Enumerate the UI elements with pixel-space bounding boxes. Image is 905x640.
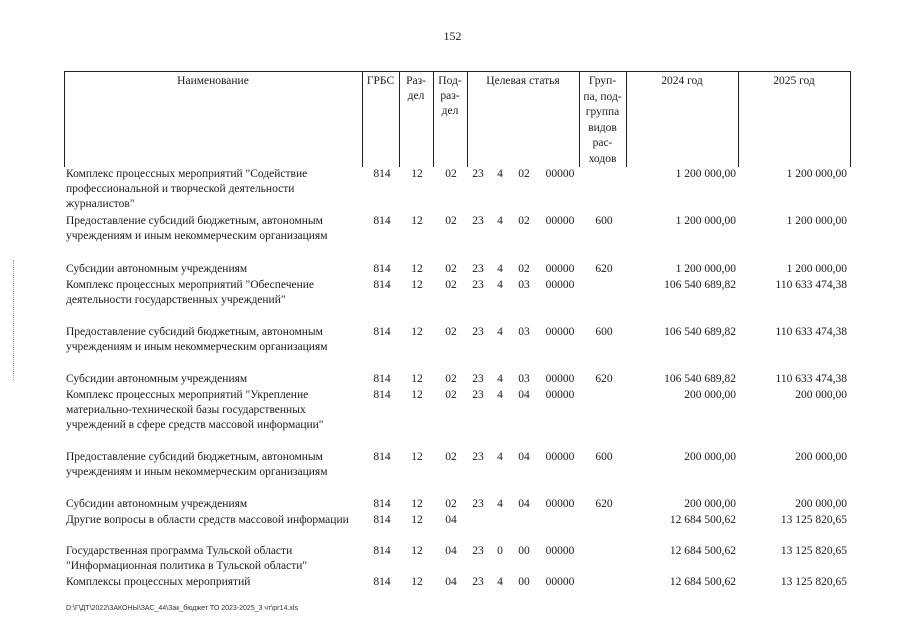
header-razdel: Раз- дел (406, 75, 426, 102)
cell-target-1: 23 (472, 498, 484, 510)
cell-name: Субсидии автономным учреждениям (66, 263, 248, 275)
page-number: 152 (443, 29, 462, 43)
cell-grbs: 814 (373, 326, 391, 338)
cell-podrazdel: 02 (445, 263, 457, 275)
cell-group: 600 (595, 451, 613, 463)
cell-name: Субсидии автономным учреждениям (66, 498, 248, 510)
margin-scan-marks (13, 260, 14, 380)
cell-target-2: 4 (497, 498, 503, 510)
cell-target-1: 23 (472, 451, 484, 463)
cell-podrazdel: 04 (445, 545, 457, 557)
cell-2025: 1 200 000,00 (786, 168, 847, 180)
cell-target-4: 00000 (545, 326, 575, 338)
cell-target-1: 23 (472, 545, 484, 557)
cell-2024: 106 540 689,82 (664, 373, 736, 385)
cell-target-4: 00000 (545, 545, 575, 557)
cell-target-3: 03 (518, 326, 530, 338)
cell-2024: 1 200 000,00 (675, 263, 736, 275)
cell-target-3: 03 (518, 279, 530, 291)
cell-grbs: 814 (373, 498, 391, 510)
cell-target-1: 23 (472, 215, 484, 227)
table-header (64, 71, 851, 167)
cell-2024: 1 200 000,00 (675, 215, 736, 227)
cell-grbs: 814 (373, 263, 391, 275)
header-top-border (64, 71, 851, 72)
cell-target-3: 00 (518, 576, 530, 588)
cell-2024: 12 684 500,62 (669, 576, 736, 588)
cell-2025: 200 000,00 (795, 451, 847, 463)
cell-grbs: 814 (373, 545, 391, 557)
cell-target-4: 00000 (545, 451, 575, 463)
cell-name: Комплекс процессных мероприятий "Укрепление материально-технической базы государственных учреждений в сфере средств массовой информации" (66, 389, 324, 431)
cell-razdel: 12 (411, 545, 423, 557)
cell-target-2: 4 (497, 168, 503, 180)
cell-2025: 200 000,00 (795, 498, 847, 510)
cell-2025: 110 633 474,38 (775, 373, 847, 385)
cell-grbs: 814 (373, 514, 391, 526)
cell-target-1: 23 (472, 389, 484, 401)
cell-target-4: 00000 (545, 215, 575, 227)
cell-grbs: 814 (373, 279, 391, 291)
cell-target-3: 02 (518, 215, 530, 227)
cell-group: 620 (595, 498, 613, 510)
cell-group: 620 (595, 373, 613, 385)
cell-target-2: 4 (497, 389, 503, 401)
cell-2024: 106 540 689,82 (664, 326, 736, 338)
cell-razdel: 12 (411, 498, 423, 510)
cell-name: Государственная программа Тульской области "Информационная политика в Тульской области" (66, 545, 308, 572)
cell-target-2: 4 (497, 215, 503, 227)
cell-2024: 106 540 689,82 (664, 279, 736, 291)
cell-target-4: 00000 (545, 389, 575, 401)
cell-group: 600 (595, 215, 613, 227)
cell-podrazdel: 04 (445, 514, 457, 526)
cell-group: 600 (595, 326, 613, 338)
header-2024: 2024 год (661, 75, 703, 87)
cell-podrazdel: 04 (445, 576, 457, 588)
cell-razdel: 12 (411, 215, 423, 227)
file-path-footer: D:\Г\ДТ\2022\ЗАКОНЫ\ЗАС_44\Зак_бюджет ТО 2023-2025_3 чт\рг14.xls (66, 605, 298, 612)
cell-target-1: 23 (472, 576, 484, 588)
cell-name: Другие вопросы в области средств массовой информации (66, 514, 349, 526)
cell-target-3: 03 (518, 373, 530, 385)
cell-razdel: 12 (411, 263, 423, 275)
cell-target-3: 04 (518, 451, 530, 463)
cell-target-4: 00000 (545, 263, 575, 275)
cell-razdel: 12 (411, 373, 423, 385)
cell-target-4: 00000 (545, 168, 575, 180)
header-grbs: ГРБС (366, 75, 395, 87)
cell-2024: 200 000,00 (684, 498, 736, 510)
cell-name: Комплексы процессных мероприятий (66, 576, 251, 588)
header-name: Наименование (177, 75, 249, 87)
cell-2025: 1 200 000,00 (786, 263, 847, 275)
cell-podrazdel: 02 (445, 389, 457, 401)
cell-podrazdel: 02 (445, 279, 457, 291)
cell-target-4: 00000 (545, 498, 575, 510)
cell-2025: 1 200 000,00 (786, 215, 847, 227)
cell-target-2: 4 (497, 326, 503, 338)
cell-2024: 200 000,00 (684, 451, 736, 463)
header-podrazdel: Под- раз- дел (438, 75, 462, 117)
cell-2025: 200 000,00 (795, 389, 847, 401)
cell-grbs: 814 (373, 389, 391, 401)
cell-razdel: 12 (411, 451, 423, 463)
cell-2025: 110 633 474,38 (775, 326, 847, 338)
cell-target-3: 02 (518, 263, 530, 275)
cell-target-1: 23 (472, 263, 484, 275)
cell-podrazdel: 02 (445, 326, 457, 338)
cell-name: Субсидии автономным учреждениям (66, 373, 248, 385)
cell-razdel: 12 (411, 326, 423, 338)
cell-grbs: 814 (373, 451, 391, 463)
header-group: Груп- па, под- группа видов рас- ходов (583, 75, 622, 165)
cell-target-2: 4 (497, 451, 503, 463)
cell-grbs: 814 (373, 373, 391, 385)
cell-name: Комплекс процессных мероприятий "Содействие профессиональной и творческой деятельности журналистов" (66, 168, 308, 210)
cell-grbs: 814 (373, 576, 391, 588)
cell-target-4: 00000 (545, 373, 575, 385)
cell-2025: 13 125 820,65 (780, 514, 847, 526)
cell-razdel: 12 (411, 168, 423, 180)
header-2025: 2025 год (773, 75, 815, 87)
cell-target-1: 23 (472, 326, 484, 338)
cell-target-1: 23 (472, 373, 484, 385)
cell-target-2: 4 (497, 279, 503, 291)
cell-razdel: 12 (411, 389, 423, 401)
cell-name: Предоставление субсидий бюджетным, автономным учреждениям и иным некоммерческим организациям (66, 451, 328, 478)
cell-target-4: 00000 (545, 279, 575, 291)
cell-2024: 1 200 000,00 (675, 168, 736, 180)
cell-razdel: 12 (411, 576, 423, 588)
cell-target-2: 4 (497, 373, 503, 385)
header-target: Целевая статья (486, 75, 560, 87)
cell-podrazdel: 02 (445, 373, 457, 385)
cell-2025: 110 633 474,38 (775, 279, 847, 291)
cell-target-3: 04 (518, 498, 530, 510)
cell-target-4: 00000 (545, 576, 575, 588)
cell-name: Комплекс процессных мероприятий "Обеспечение деятельности государственных учреждений" (66, 279, 315, 306)
cell-grbs: 814 (373, 215, 391, 227)
cell-2024: 200 000,00 (684, 389, 736, 401)
cell-target-1: 23 (472, 279, 484, 291)
cell-target-3: 00 (518, 545, 530, 557)
cell-grbs: 814 (373, 168, 391, 180)
header-border-right (850, 71, 851, 167)
cell-podrazdel: 02 (445, 215, 457, 227)
cell-razdel: 12 (411, 279, 423, 291)
cell-name: Предоставление субсидий бюджетным, автономным учреждениям и иным некоммерческим организациям (66, 326, 328, 353)
cell-2024: 12 684 500,62 (669, 514, 736, 526)
cell-group: 620 (595, 263, 613, 275)
cell-2025: 13 125 820,65 (780, 545, 847, 557)
cell-podrazdel: 02 (445, 498, 457, 510)
cell-podrazdel: 02 (445, 451, 457, 463)
cell-target-1: 23 (472, 168, 484, 180)
cell-target-3: 02 (518, 168, 530, 180)
cell-target-3: 04 (518, 389, 530, 401)
cell-podrazdel: 02 (445, 168, 457, 180)
cell-2024: 12 684 500,62 (669, 545, 736, 557)
cell-razdel: 12 (411, 514, 423, 526)
cell-target-2: 4 (497, 263, 503, 275)
cell-target-2: 0 (497, 545, 503, 557)
cell-name: Предоставление субсидий бюджетным, автономным учреждениям и иным некоммерческим организациям (66, 215, 328, 242)
cell-target-2: 4 (497, 576, 503, 588)
cell-2025: 13 125 820,65 (780, 576, 847, 588)
